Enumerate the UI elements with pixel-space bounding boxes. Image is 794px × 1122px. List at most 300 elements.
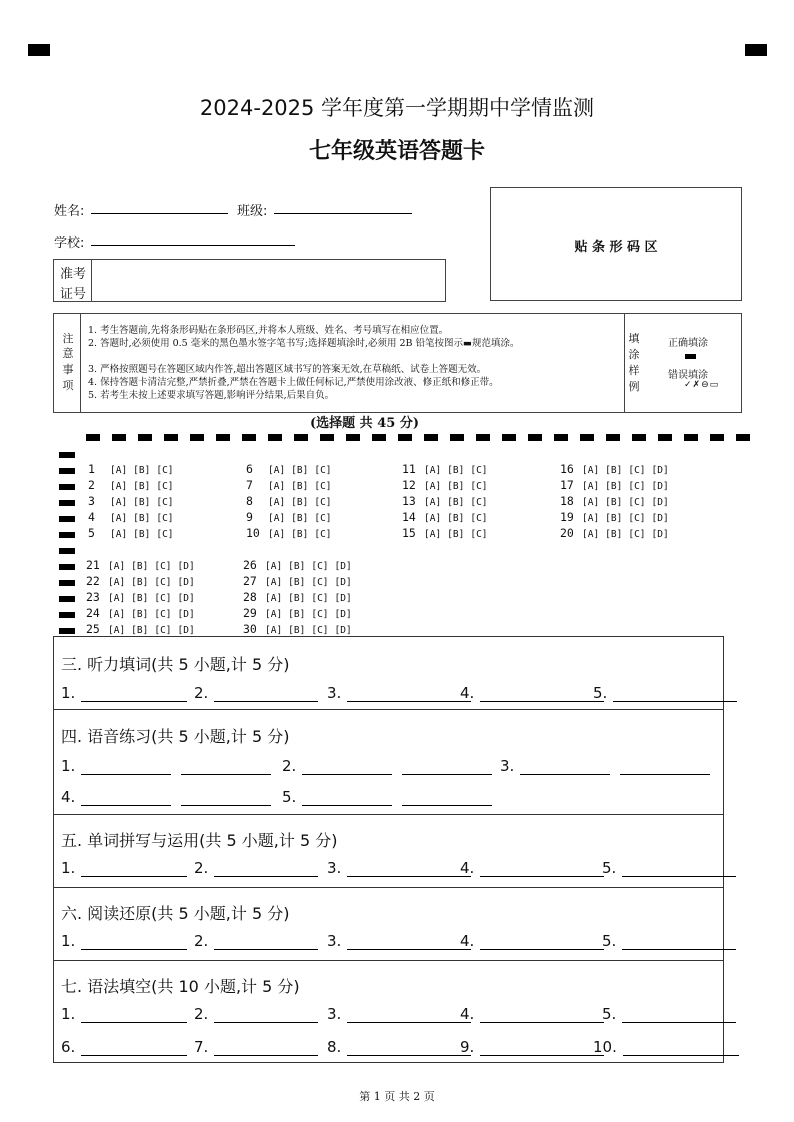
blank-number: 2.	[194, 859, 209, 877]
answer-bubble[interactable]: [C]	[314, 465, 332, 476]
answer-bubble[interactable]: [A]	[582, 497, 600, 508]
answer-bubble[interactable]: [C]	[311, 609, 329, 620]
answer-bubble[interactable]: [B]	[131, 593, 149, 604]
answer-bubble[interactable]: [C]	[156, 481, 174, 492]
question-row	[246, 494, 338, 508]
answer-bubble[interactable]: [A]	[424, 513, 442, 524]
sample-label-char-3: 样	[628, 364, 640, 377]
dash-segment	[736, 434, 750, 441]
answer-blank	[460, 1038, 604, 1056]
question-number: 19	[560, 510, 574, 524]
name-label: 姓名:	[54, 204, 85, 219]
answer-blank	[61, 788, 271, 806]
question-number: 2	[88, 478, 95, 492]
barcode-label: 贴 条 形 码 区	[574, 240, 658, 255]
dash-segment	[294, 434, 308, 441]
blank-number: 1.	[61, 859, 76, 877]
blank-line[interactable]	[480, 1007, 604, 1023]
question-row	[402, 510, 494, 524]
timing-mark	[59, 596, 75, 602]
answer-bubble[interactable]: [C]	[311, 561, 329, 572]
answer-bubble[interactable]: [C]	[156, 465, 174, 476]
answer-bubble[interactable]: [A]	[268, 465, 286, 476]
blank-line[interactable]	[81, 1040, 187, 1056]
blank-line[interactable]	[347, 686, 471, 702]
question-row	[243, 622, 358, 636]
timing-mark	[59, 548, 75, 554]
answer-bubble[interactable]: [C]	[628, 497, 646, 508]
answer-bubble[interactable]: [A]	[268, 513, 286, 524]
answer-bubble[interactable]: [B]	[605, 513, 623, 524]
answer-bubble[interactable]: [A]	[268, 529, 286, 540]
answer-bubble[interactable]: [C]	[154, 561, 172, 572]
answer-bubble[interactable]: [A]	[110, 481, 128, 492]
blank-line[interactable]	[620, 759, 710, 775]
question-number: 10	[246, 526, 260, 540]
answer-bubble[interactable]: [C]	[311, 577, 329, 588]
answer-bubble[interactable]: [B]	[288, 609, 306, 620]
correct-fill-label: 正确填涂	[668, 338, 708, 349]
dash-segment	[580, 434, 594, 441]
answer-bubble[interactable]: [D]	[334, 561, 352, 572]
question-row	[246, 526, 338, 540]
question-number: 1	[88, 462, 95, 476]
blank-line[interactable]	[480, 1040, 604, 1056]
blank-number: 1.	[61, 684, 76, 702]
answer-bubble[interactable]: [D]	[651, 481, 669, 492]
notice-label-char-4: 项	[62, 379, 74, 392]
question-row	[246, 462, 338, 476]
blank-line[interactable]	[622, 1007, 736, 1023]
dash-segment	[632, 434, 646, 441]
timing-mark	[59, 500, 75, 506]
blank-line[interactable]	[81, 861, 187, 877]
answer-bubble[interactable]: [B]	[291, 497, 309, 508]
question-row	[243, 606, 358, 620]
answer-bubble[interactable]: [D]	[334, 577, 352, 588]
blank-line[interactable]	[347, 861, 471, 877]
answer-bubble[interactable]: [B]	[133, 497, 151, 508]
corner-mark-left	[28, 44, 50, 56]
notice-item-4: 4. 保持答题卡清洁完整,严禁折叠,严禁在答题卡上做任何标记,严禁使用涂改液、修正纸和修正带。	[88, 377, 499, 388]
answer-bubble[interactable]: [A]	[110, 497, 128, 508]
notice-item-1: 1. 考生答题前,先将条形码贴在条形码区,并将本人班级、姓名、考号填写在相应位置。	[88, 325, 449, 336]
blank-line[interactable]	[480, 934, 604, 950]
answer-bubble[interactable]: [D]	[334, 625, 352, 636]
answer-bubble[interactable]: [D]	[177, 593, 195, 604]
blank-line[interactable]	[347, 934, 471, 950]
answer-bubble[interactable]: [A]	[108, 625, 126, 636]
dash-segment	[658, 434, 672, 441]
question-row	[86, 574, 201, 588]
answer-bubble[interactable]: [D]	[177, 625, 195, 636]
question-row	[246, 510, 338, 524]
answer-bubble[interactable]: [D]	[651, 465, 669, 476]
answer-bubble[interactable]: [B]	[133, 513, 151, 524]
question-row	[243, 590, 358, 604]
blank-line[interactable]	[613, 686, 737, 702]
answer-bubble[interactable]: [B]	[288, 625, 306, 636]
exam-number-field[interactable]	[93, 260, 445, 301]
answer-bubble[interactable]: [C]	[628, 513, 646, 524]
answer-bubble[interactable]: [C]	[314, 513, 332, 524]
answer-blank	[460, 684, 604, 702]
answer-bubble[interactable]: [A]	[108, 593, 126, 604]
answer-bubble[interactable]: [D]	[651, 497, 669, 508]
sample-label-char-4: 例	[628, 380, 640, 393]
answer-blank	[61, 932, 187, 950]
question-number: 4	[88, 510, 95, 524]
blank-line[interactable]	[480, 686, 604, 702]
answer-bubble[interactable]: [C]	[154, 625, 172, 636]
question-number: 18	[560, 494, 574, 508]
corner-mark-right	[745, 44, 767, 56]
dash-segment	[112, 434, 126, 441]
answer-bubble[interactable]: [A]	[110, 513, 128, 524]
blank-number: 10.	[593, 1038, 617, 1056]
question-number: 24	[86, 606, 100, 620]
blank-line[interactable]	[181, 790, 271, 806]
blank-line[interactable]	[302, 790, 392, 806]
timing-mark	[59, 580, 75, 586]
question-number: 11	[402, 462, 416, 476]
dash-segment	[138, 434, 152, 441]
answer-bubble[interactable]: [C]	[470, 513, 488, 524]
answer-bubble[interactable]: [C]	[154, 609, 172, 620]
question-row	[560, 494, 675, 508]
dash-segment	[346, 434, 360, 441]
answer-bubble[interactable]: [A]	[424, 465, 442, 476]
answer-bubble[interactable]: [A]	[108, 577, 126, 588]
answer-bubble[interactable]: [A]	[582, 513, 600, 524]
answer-bubble[interactable]: [A]	[265, 561, 283, 572]
answer-bubble[interactable]: [A]	[582, 481, 600, 492]
blank-line[interactable]	[81, 686, 187, 702]
answer-bubble[interactable]: [A]	[108, 609, 126, 620]
answer-bubble[interactable]: [B]	[291, 529, 309, 540]
wrong-fill-samples: ✓✗⊖▭	[684, 380, 720, 390]
timing-mark	[59, 484, 75, 490]
answer-bubble[interactable]: [A]	[424, 529, 442, 540]
exam-number-box	[53, 259, 446, 302]
answer-blank	[602, 1005, 736, 1023]
question-row	[243, 558, 358, 572]
answer-blank	[500, 757, 710, 775]
question-number: 16	[560, 462, 574, 476]
question-row	[86, 606, 201, 620]
answer-bubble[interactable]: [B]	[288, 561, 306, 572]
answer-bubble[interactable]: [C]	[156, 513, 174, 524]
blank-number: 1.	[61, 1005, 76, 1023]
answer-bubble[interactable]: [B]	[447, 529, 465, 540]
answer-bubble[interactable]: [C]	[314, 529, 332, 540]
answer-bubble[interactable]: [A]	[108, 561, 126, 572]
answer-sheet-title: 七年级英语答题卡	[308, 139, 485, 164]
blank-number: 2.	[194, 684, 209, 702]
timing-mark	[59, 612, 75, 618]
exam-number-label-2: 证号	[60, 287, 87, 302]
answer-bubble[interactable]: [C]	[470, 497, 488, 508]
answer-bubble[interactable]: [B]	[131, 561, 149, 572]
question-row	[246, 478, 338, 492]
answer-blank	[194, 859, 318, 877]
dash-segment	[710, 434, 724, 441]
sample-divider	[624, 314, 625, 412]
timing-mark	[59, 468, 75, 474]
blank-line[interactable]	[181, 759, 271, 775]
answer-bubble[interactable]: [B]	[447, 465, 465, 476]
dash-segment	[476, 434, 490, 441]
blank-number: 5.	[602, 1005, 617, 1023]
blank-line[interactable]	[214, 934, 318, 950]
question-number: 21	[86, 558, 100, 572]
answer-bubble[interactable]: [A]	[265, 625, 283, 636]
answer-bubble[interactable]: [A]	[265, 577, 283, 588]
answer-blank	[602, 932, 736, 950]
answer-bubble[interactable]: [C]	[314, 497, 332, 508]
question-number: 17	[560, 478, 574, 492]
blank-line[interactable]	[81, 759, 171, 775]
question-number: 29	[243, 606, 257, 620]
answer-bubble[interactable]: [B]	[605, 465, 623, 476]
blank-line[interactable]	[81, 1007, 187, 1023]
question-row	[88, 510, 180, 524]
answer-bubble[interactable]: [A]	[268, 497, 286, 508]
answer-bubble[interactable]: [D]	[177, 577, 195, 588]
answer-bubble[interactable]: [C]	[628, 481, 646, 492]
answer-blank	[593, 684, 737, 702]
class-field[interactable]	[274, 200, 412, 214]
timing-mark	[59, 532, 75, 538]
blank-line[interactable]	[214, 1007, 318, 1023]
blank-line[interactable]	[347, 1040, 471, 1056]
answer-bubble[interactable]: [C]	[156, 497, 174, 508]
blank-number: 3.	[327, 859, 342, 877]
answer-bubble[interactable]: [D]	[334, 593, 352, 604]
blank-number: 2.	[194, 1005, 209, 1023]
answer-blank	[61, 684, 187, 702]
dash-segment	[164, 434, 178, 441]
answer-bubble[interactable]: [A]	[110, 529, 128, 540]
answer-bubble[interactable]: [B]	[447, 481, 465, 492]
answer-bubble[interactable]: [B]	[131, 625, 149, 636]
question-number: 8	[246, 494, 253, 508]
question-number: 3	[88, 494, 95, 508]
question-row	[86, 558, 201, 572]
answer-blank	[61, 859, 187, 877]
answer-bubble[interactable]: [C]	[628, 465, 646, 476]
exam-title: 2024-2025 学年度第一学期期中学情监测	[199, 96, 595, 120]
answer-blank	[602, 859, 736, 877]
dash-segment	[372, 434, 386, 441]
blank-line[interactable]	[302, 759, 392, 775]
answer-bubble[interactable]: [B]	[133, 529, 151, 540]
blank-number: 4.	[460, 684, 475, 702]
sample-label-char-1: 填	[628, 332, 640, 345]
blank-number: 3.	[327, 1005, 342, 1023]
answer-bubble[interactable]: [D]	[177, 561, 195, 572]
answer-bubble[interactable]: [B]	[605, 529, 623, 540]
blank-line[interactable]	[622, 861, 736, 877]
page-footer: 第 1 页 共 2 页	[359, 1090, 435, 1103]
blank-line[interactable]	[402, 759, 492, 775]
answer-bubble[interactable]: [C]	[154, 593, 172, 604]
answer-bubble[interactable]: [C]	[470, 529, 488, 540]
question-number: 25	[86, 622, 100, 636]
answer-blank	[460, 1005, 604, 1023]
answer-bubble[interactable]: [B]	[131, 609, 149, 620]
dash-segment	[268, 434, 282, 441]
answer-blank	[327, 1005, 471, 1023]
blank-line[interactable]	[622, 934, 736, 950]
answer-bubble[interactable]: [C]	[311, 593, 329, 604]
section-title-6: 六. 阅读还原(共 5 小题,计 5 分)	[61, 904, 290, 923]
answer-blank	[327, 1038, 471, 1056]
answer-bubble[interactable]: [B]	[133, 481, 151, 492]
blank-number: 9.	[460, 1038, 475, 1056]
dash-segment	[554, 434, 568, 441]
answer-blank	[61, 1005, 187, 1023]
school-field[interactable]	[91, 232, 295, 246]
blank-line[interactable]	[214, 686, 318, 702]
answer-blank	[194, 1038, 318, 1056]
answer-bubble[interactable]: [B]	[291, 513, 309, 524]
blank-number: 4.	[460, 1005, 475, 1023]
answer-bubble[interactable]: [B]	[447, 513, 465, 524]
dash-segment	[86, 434, 100, 441]
section-title-3: 三. 听力填词(共 5 小题,计 5 分)	[61, 655, 290, 674]
answer-bubble[interactable]: [C]	[154, 577, 172, 588]
question-number: 6	[246, 462, 253, 476]
blank-line[interactable]	[623, 1040, 739, 1056]
blank-line[interactable]	[480, 861, 604, 877]
timing-mark	[59, 516, 75, 522]
blank-line[interactable]	[347, 1007, 471, 1023]
answer-bubble[interactable]: [B]	[605, 497, 623, 508]
choice-section-title: (选择题 共 45 分)	[310, 416, 419, 431]
blank-number: 1.	[61, 932, 76, 950]
blank-line[interactable]	[402, 790, 492, 806]
barcode-area	[490, 187, 742, 301]
answer-bubble[interactable]: [D]	[334, 609, 352, 620]
answer-bubble[interactable]: [A]	[110, 465, 128, 476]
blank-number: 4.	[460, 932, 475, 950]
question-row	[560, 462, 675, 476]
answer-bubble[interactable]: [C]	[470, 481, 488, 492]
question-row	[88, 526, 180, 540]
question-number: 23	[86, 590, 100, 604]
dash-segment	[528, 434, 542, 441]
answer-bubble[interactable]: [C]	[470, 465, 488, 476]
question-number: 5	[88, 526, 95, 540]
answer-bubble[interactable]: [B]	[291, 465, 309, 476]
answer-bubble[interactable]: [B]	[288, 593, 306, 604]
dash-segment	[398, 434, 412, 441]
question-number: 12	[402, 478, 416, 492]
sample-label-char-2: 涂	[628, 348, 640, 361]
answer-blank	[460, 932, 604, 950]
answer-bubble[interactable]: [B]	[605, 481, 623, 492]
blank-number: 6.	[61, 1038, 76, 1056]
answer-bubble[interactable]: [C]	[311, 625, 329, 636]
blank-line[interactable]	[520, 759, 610, 775]
timing-mark	[59, 628, 75, 634]
answer-blank	[282, 757, 492, 775]
answer-bubble[interactable]: [A]	[268, 481, 286, 492]
blank-number: 2.	[194, 932, 209, 950]
exam-number-label-1: 准考	[60, 267, 87, 282]
section-reading	[53, 888, 724, 961]
dash-segment	[190, 434, 204, 441]
dash-segment	[684, 434, 698, 441]
answer-bubble[interactable]: [B]	[291, 481, 309, 492]
notice-item-2: 2. 答题时,必须使用 0.5 毫米的黑色墨水签字笔书写;选择题填涂时,必须用 2B 铅笔按图示▬规范填涂。	[88, 338, 520, 349]
dash-segment	[450, 434, 464, 441]
blank-line[interactable]	[81, 790, 171, 806]
blank-number: 5.	[282, 788, 297, 806]
question-number: 7	[246, 478, 253, 492]
blank-number: 3.	[500, 757, 515, 775]
answer-bubble[interactable]: [D]	[651, 529, 669, 540]
answer-bubble[interactable]: [D]	[651, 513, 669, 524]
blank-number: 5.	[602, 859, 617, 877]
answer-bubble[interactable]: [B]	[131, 577, 149, 588]
blank-number: 4.	[61, 788, 76, 806]
answer-blank	[194, 684, 318, 702]
answer-bubble[interactable]: [A]	[265, 593, 283, 604]
blank-number: 8.	[327, 1038, 342, 1056]
answer-bubble[interactable]: [B]	[288, 577, 306, 588]
answer-bubble[interactable]: [C]	[156, 529, 174, 540]
answer-blank	[61, 1038, 187, 1056]
question-row	[88, 462, 180, 476]
blank-number: 3.	[327, 932, 342, 950]
answer-blank	[593, 1038, 739, 1056]
answer-bubble[interactable]: [A]	[265, 609, 283, 620]
question-row	[402, 478, 494, 492]
blank-number: 2.	[282, 757, 297, 775]
timing-mark	[59, 452, 75, 458]
name-field[interactable]	[91, 200, 228, 214]
question-row	[243, 574, 358, 588]
answer-bubble[interactable]: [A]	[424, 481, 442, 492]
question-row	[402, 462, 494, 476]
section-title-5: 五. 单词拼写与运用(共 5 小题,计 5 分)	[61, 831, 338, 850]
answer-bubble[interactable]: [B]	[447, 497, 465, 508]
blank-line[interactable]	[81, 934, 187, 950]
blank-number: 5.	[602, 932, 617, 950]
answer-bubble[interactable]: [A]	[582, 465, 600, 476]
answer-bubble[interactable]: [D]	[177, 609, 195, 620]
answer-blank	[282, 788, 492, 806]
notice-label-divider	[80, 314, 81, 412]
blank-line[interactable]	[214, 1040, 318, 1056]
blank-line[interactable]	[214, 861, 318, 877]
question-row	[86, 622, 201, 636]
answer-bubble[interactable]: [B]	[133, 465, 151, 476]
notice-label-char-2: 意	[62, 347, 74, 360]
wrong-fill-label: 错误填涂	[668, 370, 708, 381]
question-number: 20	[560, 526, 574, 540]
question-number: 27	[243, 574, 257, 588]
answer-bubble[interactable]: [C]	[628, 529, 646, 540]
answer-bubble[interactable]: [A]	[582, 529, 600, 540]
answer-bubble[interactable]: [A]	[424, 497, 442, 508]
blank-number: 5.	[593, 684, 608, 702]
notice-item-5: 5. 若考生未按上述要求填写答题,影响评分结果,后果自负。	[88, 390, 335, 401]
answer-blank	[460, 859, 604, 877]
answer-bubble[interactable]: [C]	[314, 481, 332, 492]
